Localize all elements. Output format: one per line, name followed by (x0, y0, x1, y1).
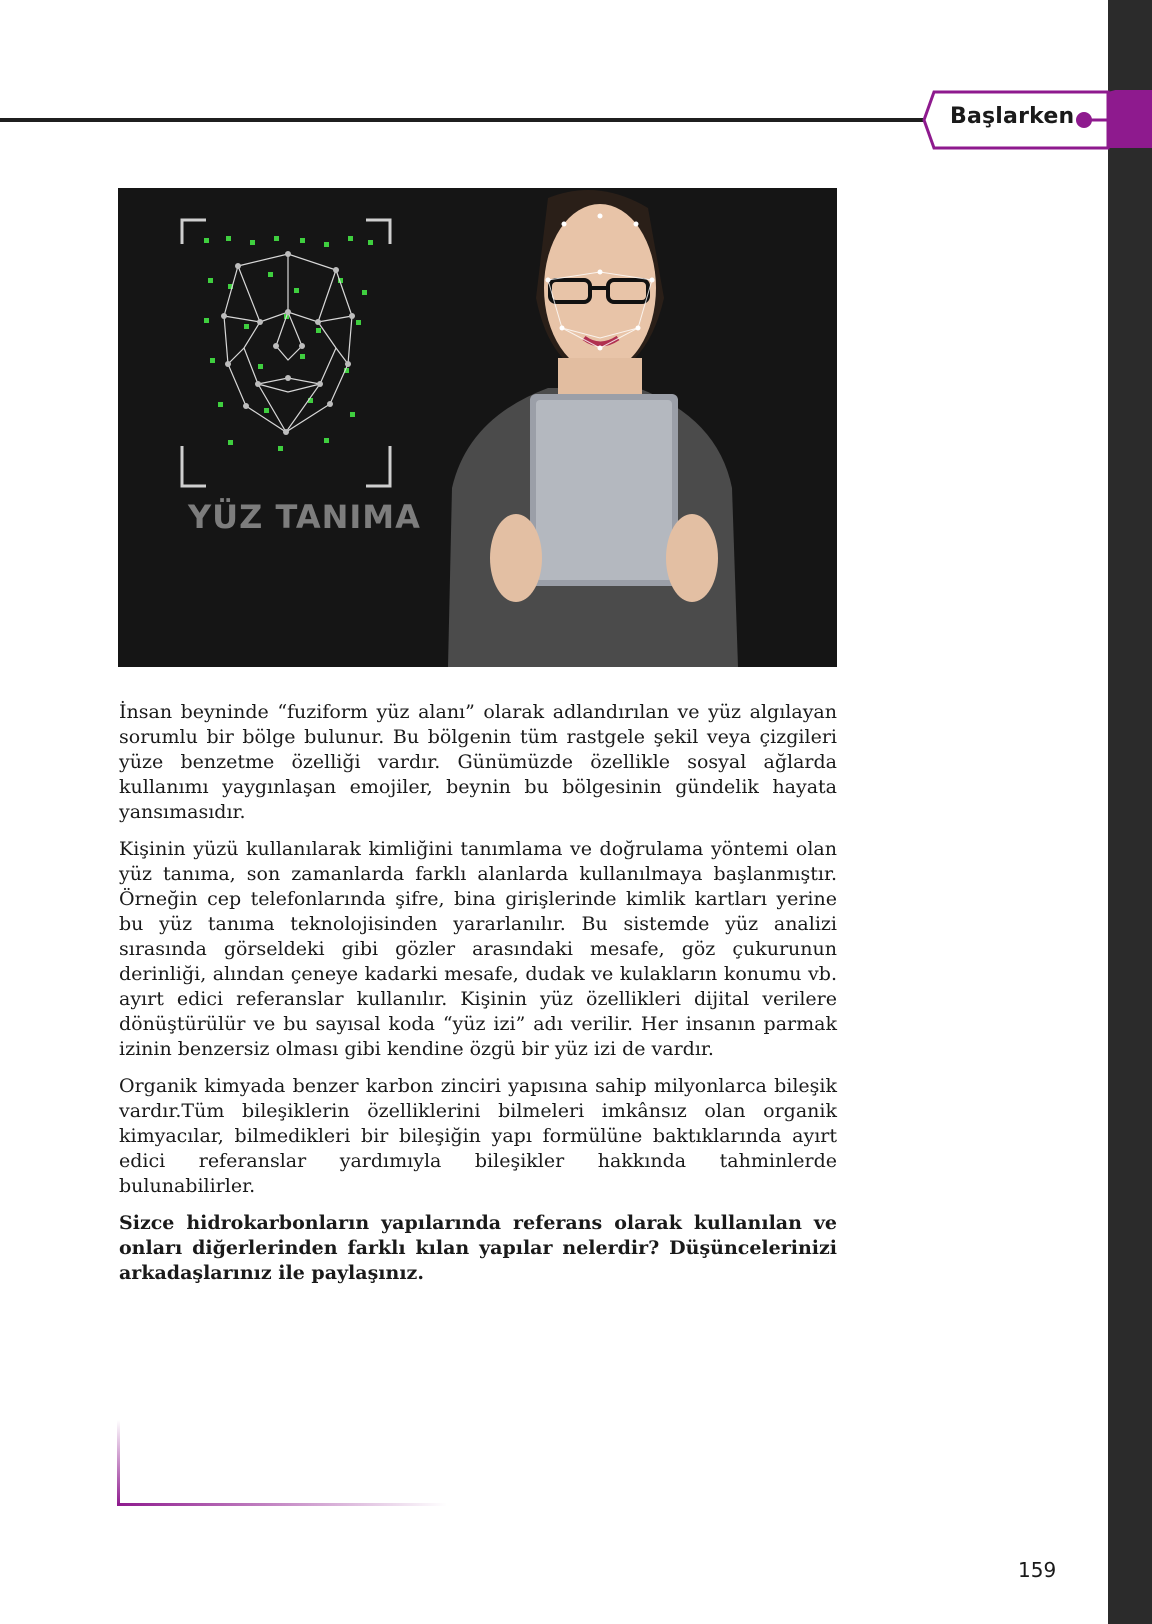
section-tab-label: Başlarken (950, 104, 1075, 129)
page-number: 159 (1018, 1558, 1057, 1582)
corner-horizontal-line (117, 1503, 447, 1506)
side-bar (1108, 0, 1152, 1624)
corner-vertical-line (117, 1420, 120, 1506)
question-paragraph: Sizce hidrokarbonların yapılarında referans olarak kullanılan ve onları diğerlerinden farklı kılan yapılar nelerdir? Düşüncelerinizi arkadaşlarınız ile paylaşınız. (119, 1212, 837, 1284)
body-text (119, 700, 837, 1298)
corner-decoration (117, 1420, 447, 1506)
paragraph: İnsan beyninde “fuziform yüz alanı” olarak adlandırılan ve yüz algılayan sorumlu bir bölge bulunur. Bu bölgenin tüm rastgele şekil veya çizgileri yüze benzetme özelliği vardır. Günümüzde özellikle sosyal ağlarda kullanımı yaygınlaşan emojiler, beynin bu bölgesinin gündelik hayata yansımasıdır. (119, 701, 837, 823)
hero-image (118, 188, 837, 667)
hero-caption: YÜZ TANIMA (188, 498, 421, 536)
top-rule (0, 118, 930, 122)
paragraph: Organik kimyada benzer karbon zinciri yapısına sahip milyonlarca bileşik vardır.Tüm bileşiklerin özelliklerini bilmeleri imkânsız olan organik kimyacılar, bilmedikleri bir bileşiğin yapı formülüne baktıklarında ayırt edici referanslar yardımıyla bileşikler hakkında tahminlerde bulunabilirler. (119, 1075, 837, 1197)
paragraph: Kişinin yüzü kullanılarak kimliğini tanımlama ve doğrulama yöntemi olan yüz tanıma, son zamanlarda farklı alanlarda kullanılmaya başlanmıştır. Örneğin cep telefonlarında şifre, bina girişlerinde kimlik kartları yerine bu yüz tanıma teknolojisinden yararlanılır. Bu sistemde yüz analizi sırasında görseldeki gibi gözler arasındaki mesafe, göz çukurunun derinliği, alından çeneye kadarki mesafe, dudak ve kulakların konumu vb. ayırt edici referanslar kullanılır. Kişinin yüz özellikleri dijital verilere dönüştürülür ve bu sayısal koda “yüz izi” adı verilir. Her insanın parmak izinin benzersiz olması gibi kendine özgü bir yüz izi de vardır. (119, 838, 837, 1060)
section-tab (922, 90, 1152, 150)
